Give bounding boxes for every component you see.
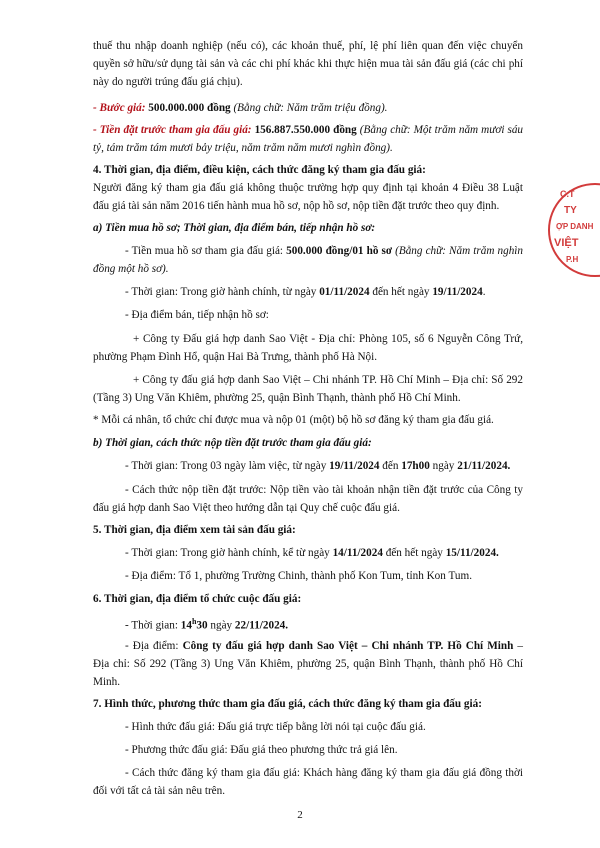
- deposit-time-line: [93, 459, 523, 473]
- subheading-a: a) Tiền mua hồ sơ; Thời gian, địa điểm bán, tiếp nhận hồ sơ:: [93, 222, 376, 234]
- view-start-date: 14/11/2024: [332, 547, 383, 559]
- section-heading-6: 6. Thời gian, địa điểm tổ chức cuộc đấu giá:: [93, 593, 302, 605]
- text-line: - Hình thức đấu giá: Đấu giá trực tiếp bằng lời nói tại cuộc đấu giá.: [125, 721, 426, 733]
- text-line: đấu giá hợp danh Sao Việt theo hướng dẫn tại Quy chế cuộc đấu giá.: [93, 502, 400, 514]
- auction-place-dash: –: [513, 640, 524, 652]
- fee-words: (Bằng chữ: Năm trăm nghìn: [392, 245, 523, 257]
- bid-step-line: [93, 101, 523, 115]
- auction-time-label: - Thời gian:: [125, 619, 181, 632]
- deposit-time-mid2: ngày: [429, 460, 458, 472]
- text-line: - Phương thức đấu giá: Đấu giá theo phương thức trả giá lên.: [125, 744, 398, 756]
- auction-place-label: - Địa điểm:: [125, 640, 183, 652]
- section-heading-5: 5. Thời gian, địa điểm xem tài sản đấu giá:: [93, 524, 296, 536]
- bid-step-label: - Bước giá:: [93, 102, 149, 114]
- auction-hour-suffix: h: [191, 617, 197, 626]
- deposit-value: 156.887.550.000 đồng: [254, 124, 357, 136]
- text-line: - Địa điểm: Tổ 1, phường Trường Chinh, thành phố Kon Tum, tỉnh Kon Tum.: [125, 570, 472, 582]
- text-line: - Cách thức nộp tiền đặt trước: Nộp tiền vào tài khoản nhận tiền đặt trước của Công ty: [125, 484, 523, 496]
- stamp-text-line1: TY: [564, 205, 577, 216]
- auction-time-mid: ngày: [207, 619, 235, 632]
- deposit-label: - Tiền đặt trước tham gia đấu giá:: [93, 124, 255, 136]
- deposit-end-hour: 17h00: [401, 460, 430, 472]
- text-line: đối với tất cả tài sản nêu trên.: [93, 785, 226, 797]
- auction-minute: 30: [196, 619, 208, 632]
- deposit-start-date: 19/11/2024: [329, 460, 380, 472]
- deposit-end-date: 21/11/2024.: [457, 460, 511, 472]
- deposit-time-label: - Thời gian: Trong 03 ngày làm việc, từ ngày: [125, 460, 330, 472]
- bid-step-value: 500.000.000 đồng: [148, 102, 231, 114]
- text-line: - Cách thức đăng ký tham gia đấu giá: Khách hàng đăng ký tham gia đấu giá đồng thời: [125, 767, 523, 779]
- sale-time-label: - Thời gian: Trong giờ hành chính, từ ngày: [125, 286, 320, 298]
- fee-value: 500.000 đồng/01 hồ sơ: [286, 245, 393, 257]
- fee-line: [93, 244, 523, 258]
- deposit-words: (Bằng chữ: Một trăm năm mươi sáu: [356, 124, 524, 136]
- sale-end-date: 19/11/2024: [432, 286, 483, 298]
- auction-hour: 14: [180, 619, 192, 632]
- stamp-text-line2: ỢP DANH: [556, 222, 594, 231]
- deposit-time-mid: đến: [379, 460, 402, 472]
- auction-date: 22/11/2024.: [234, 619, 289, 632]
- text-line: này do người trúng đấu giá chịu).: [93, 76, 243, 88]
- auction-place-name: Công ty đấu giá hợp danh Sao Việt – Chi nhánh TP. Hồ Chí Minh: [182, 640, 514, 652]
- view-time-mid: đến hết ngày: [382, 547, 446, 559]
- text-line: tỷ, tám trăm tám mươi bảy triệu, năm trăm năm mươi nghìn đồng).: [93, 142, 393, 154]
- auction-time-line: [93, 615, 523, 633]
- page-number: 2: [297, 809, 303, 821]
- text-line: + Công ty Đấu giá hợp danh Sao Việt - Địa chỉ: Phòng 105, số 6 Nguyễn Công Trứ,: [133, 333, 523, 345]
- sale-start-date: 01/11/2024: [319, 286, 370, 298]
- text-line: Địa chỉ: Số 292 (Tầng 3) Ung Văn Khiêm, phường 25, quận Bình Thạnh, thành phố Hồ Chí: [93, 658, 523, 670]
- subheading-b: b) Thời gian, cách thức nộp tiền đặt trước tham gia đấu giá:: [93, 437, 372, 449]
- text-line: đấu giá tài sản năm 2016 tiến hành mua hồ sơ, nộp hồ sơ, nộp tiền đặt trước theo quy định.: [93, 200, 500, 212]
- sale-time-end: .: [482, 286, 486, 298]
- fee-label: - Tiền mua hồ sơ tham gia đấu giá:: [125, 245, 287, 257]
- text-line: + Công ty đấu giá hợp danh Sao Việt – Chi nhánh TP. Hồ Chí Minh – Địa chỉ: Số 292: [133, 374, 523, 386]
- company-stamp: [548, 183, 600, 277]
- text-line: đồng một hồ sơ).: [93, 263, 169, 275]
- stamp-text-line3: VIỆT: [554, 237, 579, 249]
- section-heading-4: 4. Thời gian, địa điểm, điều kiện, cách thức đăng ký tham gia đấu giá:: [93, 164, 426, 176]
- sale-time-line: [93, 285, 523, 299]
- view-time-line: [93, 546, 523, 560]
- view-time-label: - Thời gian: Trong giờ hành chính, kể từ ngày: [125, 547, 333, 559]
- stamp-text-bottom: P.H: [566, 255, 579, 264]
- section-heading-7: 7. Hình thức, phương thức tham gia đấu giá, cách thức đăng ký tham gia đấu giá:: [93, 698, 482, 710]
- text-line: Minh.: [93, 676, 121, 688]
- bid-step-words: (Bằng chữ: Năm trăm triệu đồng).: [230, 102, 388, 114]
- deposit-line: [93, 123, 523, 137]
- stamp-text-top: C.T: [560, 189, 575, 199]
- text-line: Người đăng ký tham gia đấu giá không thuộc trường hợp quy định tại khoản 4 Điều 38 Luật: [93, 182, 523, 194]
- text-line: (Tầng 3) Ung Văn Khiêm, phường 25, quận Bình Thạnh, thành phố Hồ Chí Minh.: [93, 392, 461, 404]
- text-line: - Địa điểm bán, tiếp nhận hồ sơ:: [125, 309, 269, 321]
- sale-time-mid: đến hết ngày: [369, 286, 433, 298]
- text-line: phường Phạm Đình Hổ, quận Hai Bà Trưng, thành phố Hà Nội.: [93, 351, 378, 363]
- text-line: * Mỗi cá nhân, tổ chức chỉ được mua và nộp 01 (một) bộ hồ sơ đăng ký tham gia đấu giá.: [93, 414, 494, 426]
- text-line: quyền sở hữu/sử dụng tài sản và các chi phí khác khi thực hiện mua tài sản đấu giá (các chi phí: [93, 58, 523, 70]
- text-line: thuế thu nhập doanh nghiệp (nếu có), các khoản thuế, phí, lệ phí liên quan đến việc chuyển: [93, 40, 523, 52]
- view-end-date: 15/11/2024.: [445, 547, 499, 559]
- auction-place-line: [93, 639, 523, 653]
